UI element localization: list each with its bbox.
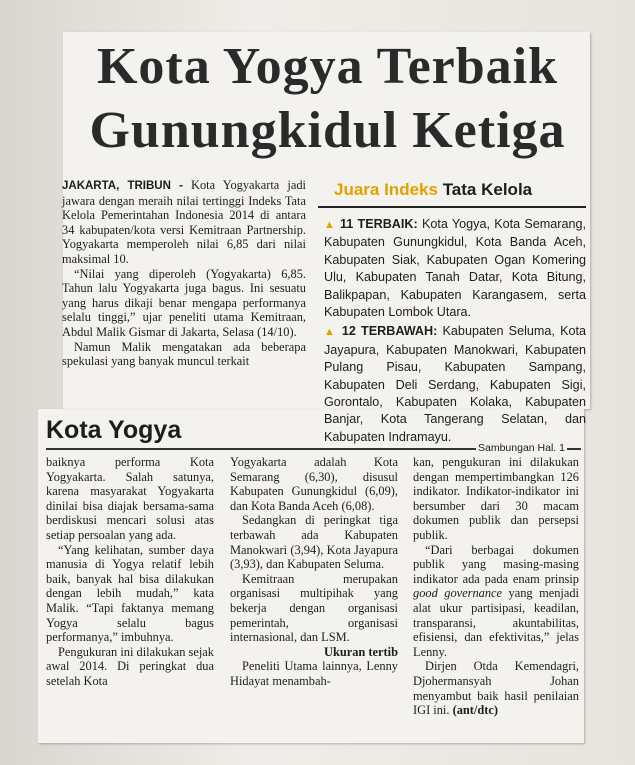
headline-line-1: Kota Yogya Terbaik bbox=[96, 38, 559, 95]
lead-paragraph-1: JAKARTA, TRIBUN - Kota Yogyakarta jadi jawara dengan meraih nilai tertinggi Indeks Tata Kelola Pemerintahan Indonesia 2014 di antara 34 kabupaten/kota versi Kemitraan Partnership. Yogyakarta memperoleh nilai 6,85 dari nilai maksimal 10. bbox=[62, 178, 306, 266]
subheading: Ukuran tertib bbox=[324, 644, 398, 659]
paragraph: “Dari berbagai dokumen publik yang masing-masing indikator ada pada enam prinsip good governance yang menjadi alat ukur partisipasi, keadilan, transparansi, akuntabilitas, efisiensi, dan efektivitas,” jelas Lenny. bbox=[413, 542, 579, 659]
paragraph: kan, pengukuran ini dilakukan dengan mempertimbangkan 126 indikator. Indikator-indikator ini bersumber dari 30 macam dokumen publik dan persepsi publik. bbox=[413, 455, 579, 542]
sidebar-box bbox=[318, 180, 587, 444]
sidebar-bottom-list: ▲ 12 TERBAWAH: Kabupaten Seluma, Kota Jayapura, Kabupaten Manokwari, Kabupaten Pulang Pisau, Kabupaten Sampang, Kabupaten Deli Serdang, Kabupaten Sigi, Gorontalo, Kabupaten Kolaka, Kabupaten Banjar, Kota Tangerang Selatan, dan Kabupaten Indramayu. bbox=[324, 324, 586, 444]
lead-column bbox=[62, 178, 306, 369]
cont-column-1 bbox=[46, 455, 214, 689]
sambungan-label: Sambungan Hal. 1 bbox=[478, 442, 565, 454]
headline-line-2: Gunungkidul Ketiga bbox=[89, 102, 566, 159]
paragraph: Dirjen Otda Kemendagri, Djohermansyah Johan menyambut baik hasil penilaian IGI ini. (ant/dtc) bbox=[413, 659, 579, 718]
dateline: JAKARTA, TRIBUN - bbox=[62, 180, 183, 192]
paragraph: Pengukuran ini dilakukan sejak awal 2014. Di peringkat dua setelah Kota bbox=[46, 644, 214, 688]
sidebar-top-list: ▲ 11 TERBAIK: Kota Yogya, Kota Semarang, Kabupaten Gunungkidul, Kota Banda Aceh, Kabupaten Siak, Kabupaten Ogan Komering Ulu, Kabupaten Tanah Datar, Kota Bitung, Balikpapan, Kabupaten Karangasem, serta Kabupaten Lombok Utara. bbox=[324, 217, 587, 320]
cont-column-2 bbox=[230, 455, 398, 689]
paragraph: Kemitraan merupakan organisasi multipihak yang bekerja dengan organisasi pemerintah, organisasi internasional, dan LSM. bbox=[230, 571, 398, 645]
bullet-icon: ▲ bbox=[324, 326, 337, 339]
paragraph: “Yang kelihatan, sumber daya manusia di Yogya relatif lebih baik, banyak hal bisa dilakukan dengan lebih mudah,” kata Malik. “Tapi faktanya memang Yogya selalu bagus performanya,” imbuhnya. bbox=[46, 542, 214, 645]
paragraph: Peneliti Utama lainnya, Lenny Hidayat menambah- bbox=[230, 659, 398, 688]
lead-paragraph-2: “Nilai yang diperoleh (Yogyakarta) 6,85. Tahun lalu Yogyakarta juga bagus. Ini sesuatu yang harus dikaji benar mengapa performanya selalu tinggi,” ujar peneliti utama Kemitraan, Abdul Malik Gismar di Jakarta, Selasa (14/10). bbox=[62, 266, 306, 339]
cont-column-3 bbox=[413, 455, 579, 718]
paragraph: Sedangkan di peringkat tiga terbawah ada Kabupaten Manokwari (3,94), Kota Jayapura (3,93), dan Kabupaten Seluma. bbox=[230, 513, 398, 572]
section-title: Kota Yogya bbox=[46, 416, 182, 444]
lead-paragraph-3: Namun Malik mengatakan ada beberapa spekulasi yang banyak muncul terkait bbox=[62, 339, 306, 369]
paragraph: baiknya performa Kota Yogyakarta. Salah satunya, karena masyarakat Yogyakarta dinilai bisa diajak bersama-sama berdiskusi mencari solusi atas setiap persoalan yang ada. bbox=[46, 455, 214, 542]
sidebar-title: Juara Indeks Tata Kelola bbox=[334, 180, 533, 199]
byline: (ant/dtc) bbox=[452, 703, 499, 718]
bullet-icon: ▲ bbox=[324, 219, 336, 231]
sidebar-rule bbox=[318, 206, 586, 208]
paragraph: Yogyakarta adalah Kota Semarang (6,30), disusul Kabupaten Gunungkidul (6,09), dan Kota Banda Aceh (6,08). bbox=[230, 455, 398, 513]
